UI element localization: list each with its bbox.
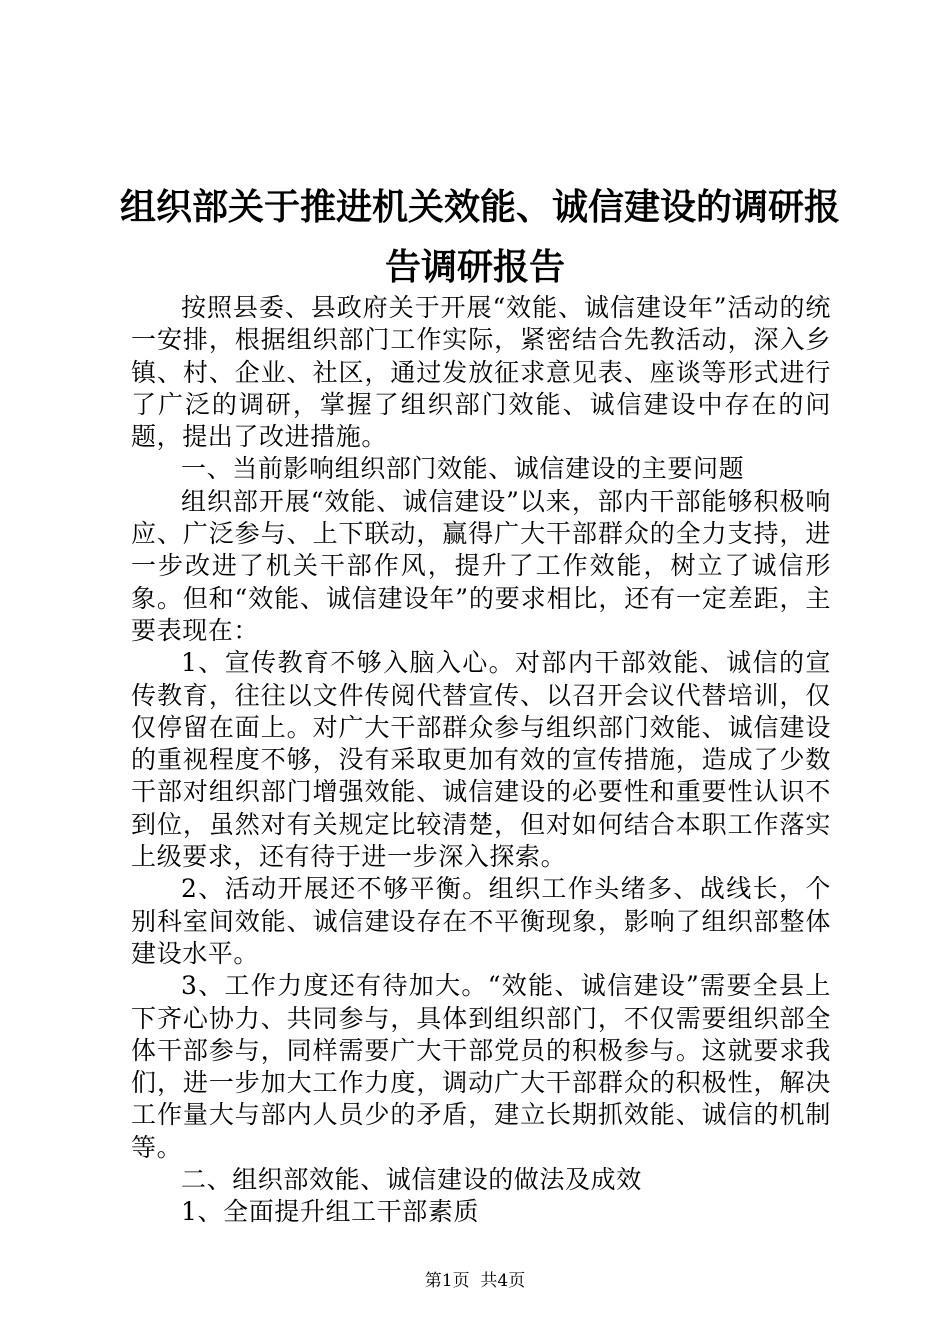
section-heading-2: 二、组织部效能、诚信建设的做法及成效 xyxy=(181,1165,642,1195)
body-paragraph: 2、活动开展还不够平衡。组织工作头绪多、战线长，个别科室间效能、诚信建设存在不平衡现象，影响了组织部整体建设水平。 xyxy=(131,874,831,968)
body-paragraph: 3、工作力度还有待加大。“效能、诚信建设”需要全县上下齐心协力、共同参与，具体到组织部门，不仅需要组织部全体干部参与，同样需要广大干部党员的积极参与。这就要求我们，进一步加大工作力度，调动广大干部群众的积极性，解决工作量大与部内人员少的矛盾，建立长期抓效能、诚信的机制等。 xyxy=(131,971,831,1162)
body-paragraph: 1、宣传教育不够入脑入心。对部内干部效能、诚信的宣传教育，往往以文件传阅代替宣传、以召开会议代替培训，仅仅停留在面上。对广大干部群众参与组织部门效能、诚信建设的重视程度不够，没有采取更加有效的宣传措施，造成了少数干部对组织部门增强效能、诚信建设的必要性和重要性认识不到位，虽然对有关规定比较清楚，但对如何结合本职工作落实上级要求，还有待于进一步深入探索。 xyxy=(131,648,831,872)
page-number-footer: 第1页 共4页 xyxy=(424,1271,526,1291)
document-title-line-1: 组织部关于推进机关效能、诚信建设的调研报 xyxy=(120,187,841,228)
section-heading-1: 一、当前影响组织部门效能、诚信建设的主要问题 xyxy=(181,454,745,484)
subsection-heading: 1、全面提升组工干部素质 xyxy=(181,1197,480,1227)
document-title-line-2: 告调研报告 xyxy=(384,247,565,288)
intro-paragraph: 按照县委、县政府关于开展“效能、诚信建设年”活动的统一安排，根据组织部门工作实际，紧密结合先教活动，深入乡镇、村、企业、社区，通过发放征求意见表、座谈等形式进行了广泛的调研，掌握了组织部门效能、诚信建设中存在的问题，提出了改进措施。 xyxy=(131,293,831,452)
body-paragraph: 组织部开展“效能、诚信建设”以来，部内干部能够积极响应、广泛参与、上下联动，赢得广大干部群众的全力支持，进一步改进了机关干部作风，提升了工作效能，树立了诚信形象。但和“效能、诚信建设年”的要求相比，还有一定差距，主要表现在： xyxy=(131,486,831,645)
document-body xyxy=(131,292,831,1229)
